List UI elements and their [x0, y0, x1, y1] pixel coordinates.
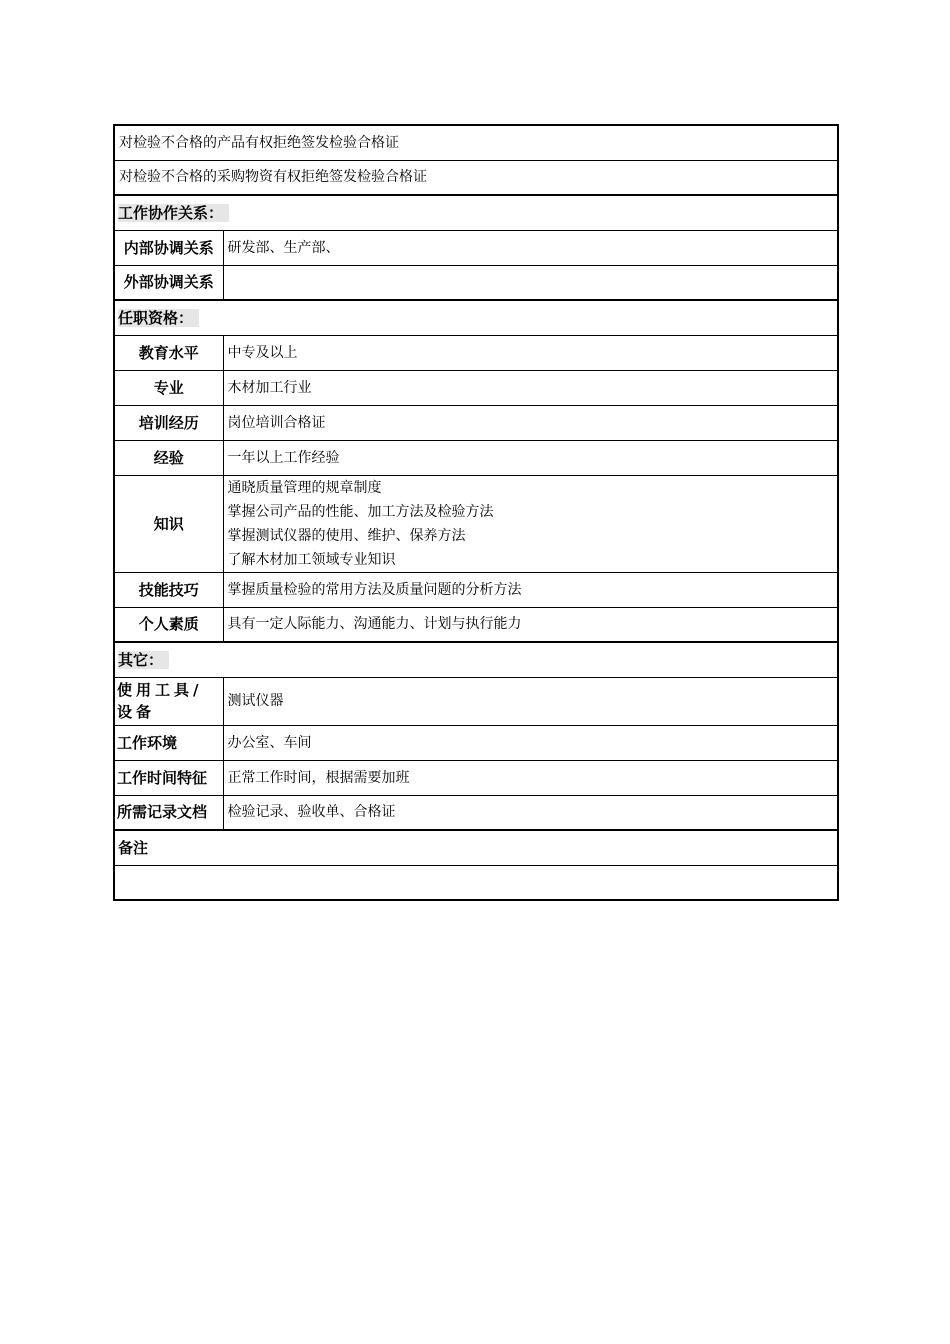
external-coordination-row: [114, 265, 838, 300]
knowledge-label: 知识: [114, 475, 223, 572]
personal-quality-row: [114, 607, 838, 642]
records-row: [114, 795, 838, 830]
external-coordination-label: 外部协调关系: [114, 265, 223, 300]
knowledge-line-4: 了解木材加工领域专业知识: [227, 551, 396, 568]
training-value: 岗位培训合格证: [223, 405, 838, 440]
knowledge-line-2: 掌握公司产品的性能、加工方法及检验方法: [227, 503, 494, 520]
other-section-header: [114, 642, 838, 677]
internal-coordination-value: 研发部、生产部、: [223, 230, 838, 265]
authority-item-1: 对检验不合格的产品有权拒绝签发检验合格证: [114, 125, 838, 160]
qualifications-section-header: [114, 300, 838, 335]
major-row: [114, 370, 838, 405]
experience-label: 经验: [114, 440, 223, 475]
tools-label: 使用工具/设备: [114, 677, 223, 725]
knowledge-line-1: 通晓质量管理的规章制度: [227, 479, 382, 496]
work-time-row: [114, 760, 838, 795]
major-label: 专业: [114, 370, 223, 405]
knowledge-value: [223, 475, 838, 572]
education-row: [114, 335, 838, 370]
skills-label: 技能技巧: [114, 572, 223, 607]
records-value: 检验记录、验收单、合格证: [223, 795, 838, 830]
cooperation-section-header: [114, 195, 838, 230]
cooperation-section-title: 工作协作关系：: [118, 204, 229, 222]
records-label: 所需记录文档: [114, 795, 223, 830]
remarks-row: [114, 865, 838, 900]
experience-value: 一年以上工作经验: [223, 440, 838, 475]
tools-value: 测试仪器: [223, 677, 838, 725]
authority-item-2: 对检验不合格的采购物资有权拒绝签发检验合格证: [114, 160, 838, 195]
other-section-row: [114, 642, 838, 677]
work-time-value: 正常工作时间，根据需要加班: [223, 760, 838, 795]
internal-coordination-label: 内部协调关系: [114, 230, 223, 265]
education-value: 中专及以上: [223, 335, 838, 370]
authority-row-1: [114, 125, 838, 160]
environment-row: [114, 725, 838, 760]
remarks-section-header: 备注: [114, 830, 838, 865]
qualifications-section-title: 任职资格：: [118, 309, 199, 327]
personal-quality-label: 个人素质: [114, 607, 223, 642]
work-time-label: 工作时间特征: [114, 760, 223, 795]
experience-row: [114, 440, 838, 475]
training-row: [114, 405, 838, 440]
cooperation-section-row: [114, 195, 838, 230]
knowledge-line-3: 掌握测试仪器的使用、维护、保养方法: [227, 527, 466, 544]
education-label: 教育水平: [114, 335, 223, 370]
external-coordination-value: [223, 265, 838, 300]
authority-row-2: [114, 160, 838, 195]
other-section-title: 其它：: [118, 651, 169, 669]
training-label: 培训经历: [114, 405, 223, 440]
remarks-value: [114, 865, 838, 900]
remarks-section-row: [114, 830, 838, 865]
personal-quality-value: 具有一定人际能力、沟通能力、计划与执行能力: [223, 607, 838, 642]
environment-label: 工作环境: [114, 725, 223, 760]
knowledge-row: [114, 475, 838, 572]
qualifications-section-row: [114, 300, 838, 335]
major-value: 木材加工行业: [223, 370, 838, 405]
environment-value: 办公室、车间: [223, 725, 838, 760]
job-description-table: [113, 124, 839, 901]
internal-coordination-row: [114, 230, 838, 265]
skills-value: 掌握质量检验的常用方法及质量问题的分析方法: [223, 572, 838, 607]
skills-row: [114, 572, 838, 607]
tools-row: [114, 677, 838, 725]
